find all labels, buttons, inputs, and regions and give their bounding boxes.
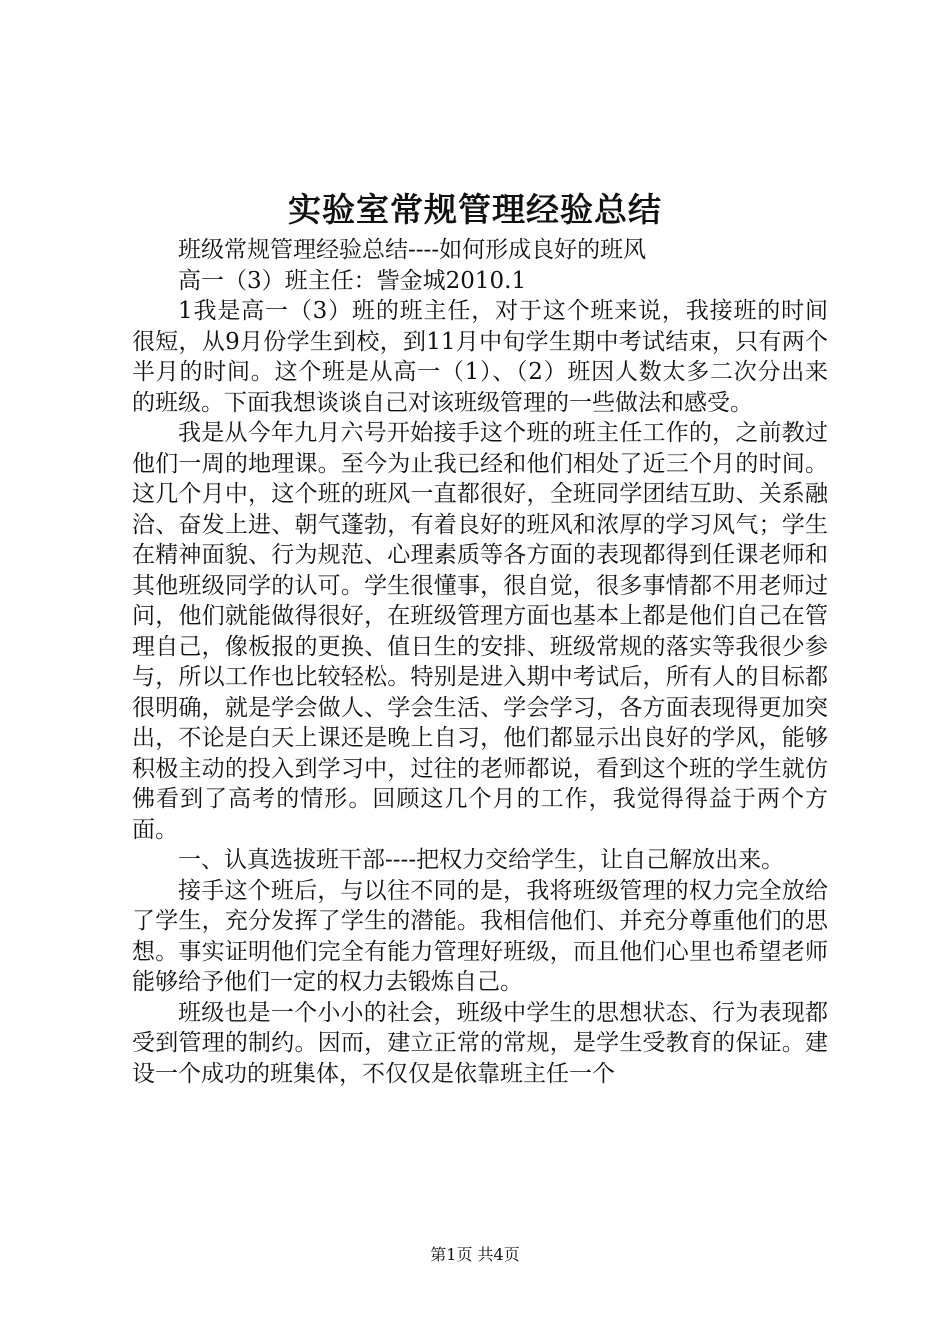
document-title: 实验室常规管理经验总结 xyxy=(288,190,662,229)
paragraph-class-overview: 我是从今年九月六号开始接手这个班的班主任工作的，之前教过他们一周的地理课。至今为止我已经和他们相处了近三个月的时间。这几个月中，这个班的班风一直都很好，全班同学团结互助、关系融洽、奋发上进、朝气蓬勃，有着良好的班风和浓厚的学习风气；学生在精神面貌、行为规范、心理素质等各方面的表现都得到任课老师和其他班级同学的认可。学生很懂事，很自觉，很多事情都不用老师过问，他们就能做得很好，在班级管理方面也基本上都是他们自己在管理自己，像板报的更换、值日生的安排、班级常规的落实等我很少参与，所以工作也比较轻松。特别是进入期中考试后，所有人的目标都很明确，就是学会做人、学会生活、学会学习，各方面表现得更加突出，不论是白天上课还是晚上自习，他们都显示出良好的学风，能够积极主动的投入到学习中，过往的老师都说，看到这个班的学生就仿佛看到了高考的情形。回顾这几个月的工作，我觉得得益于两个方面。 xyxy=(132,420,828,843)
paragraph-subtitle: 班级常规管理经验总结----如何形成良好的班风 xyxy=(178,237,647,263)
paragraph-section-heading: 一、认真选拔班干部----把权力交给学生，让自己解放出来。 xyxy=(178,847,785,873)
paragraph-intro: 1我是高一（3）班的班主任，对于这个班来说，我接班的时间很短，从9月份学生到校，到11月中旬学生期中考试结束，只有两个半月的时间。这个班是从高一（1）、（2）班因人数太多二次分出来的班级。下面我想谈谈自己对该班级管理的一些做法和感受。 xyxy=(132,298,828,416)
document-body xyxy=(132,235,828,1089)
paragraph-class-society: 班级也是一个小小的社会，班级中学生的思想状态、行为表现都受到管理的制约。因而，建立正常的常规，是学生受教育的保证。建设一个成功的班集体，不仅仅是依靠班主任一个 xyxy=(132,999,828,1087)
paragraph-delegation: 接手这个班后，与以往不同的是，我将班级管理的权力完全放给了学生，充分发挥了学生的潜能。我相信他们、并充分尊重他们的思想。事实证明他们完全有能力管理好班级，而且他们心里也希望老师能够给予他们一定的权力去锻炼自己。 xyxy=(132,877,828,995)
paragraph-author: 高一（3）班主任：訾金城2010.1 xyxy=(178,267,527,294)
page-footer: 第1页 共4页 xyxy=(430,1245,520,1264)
